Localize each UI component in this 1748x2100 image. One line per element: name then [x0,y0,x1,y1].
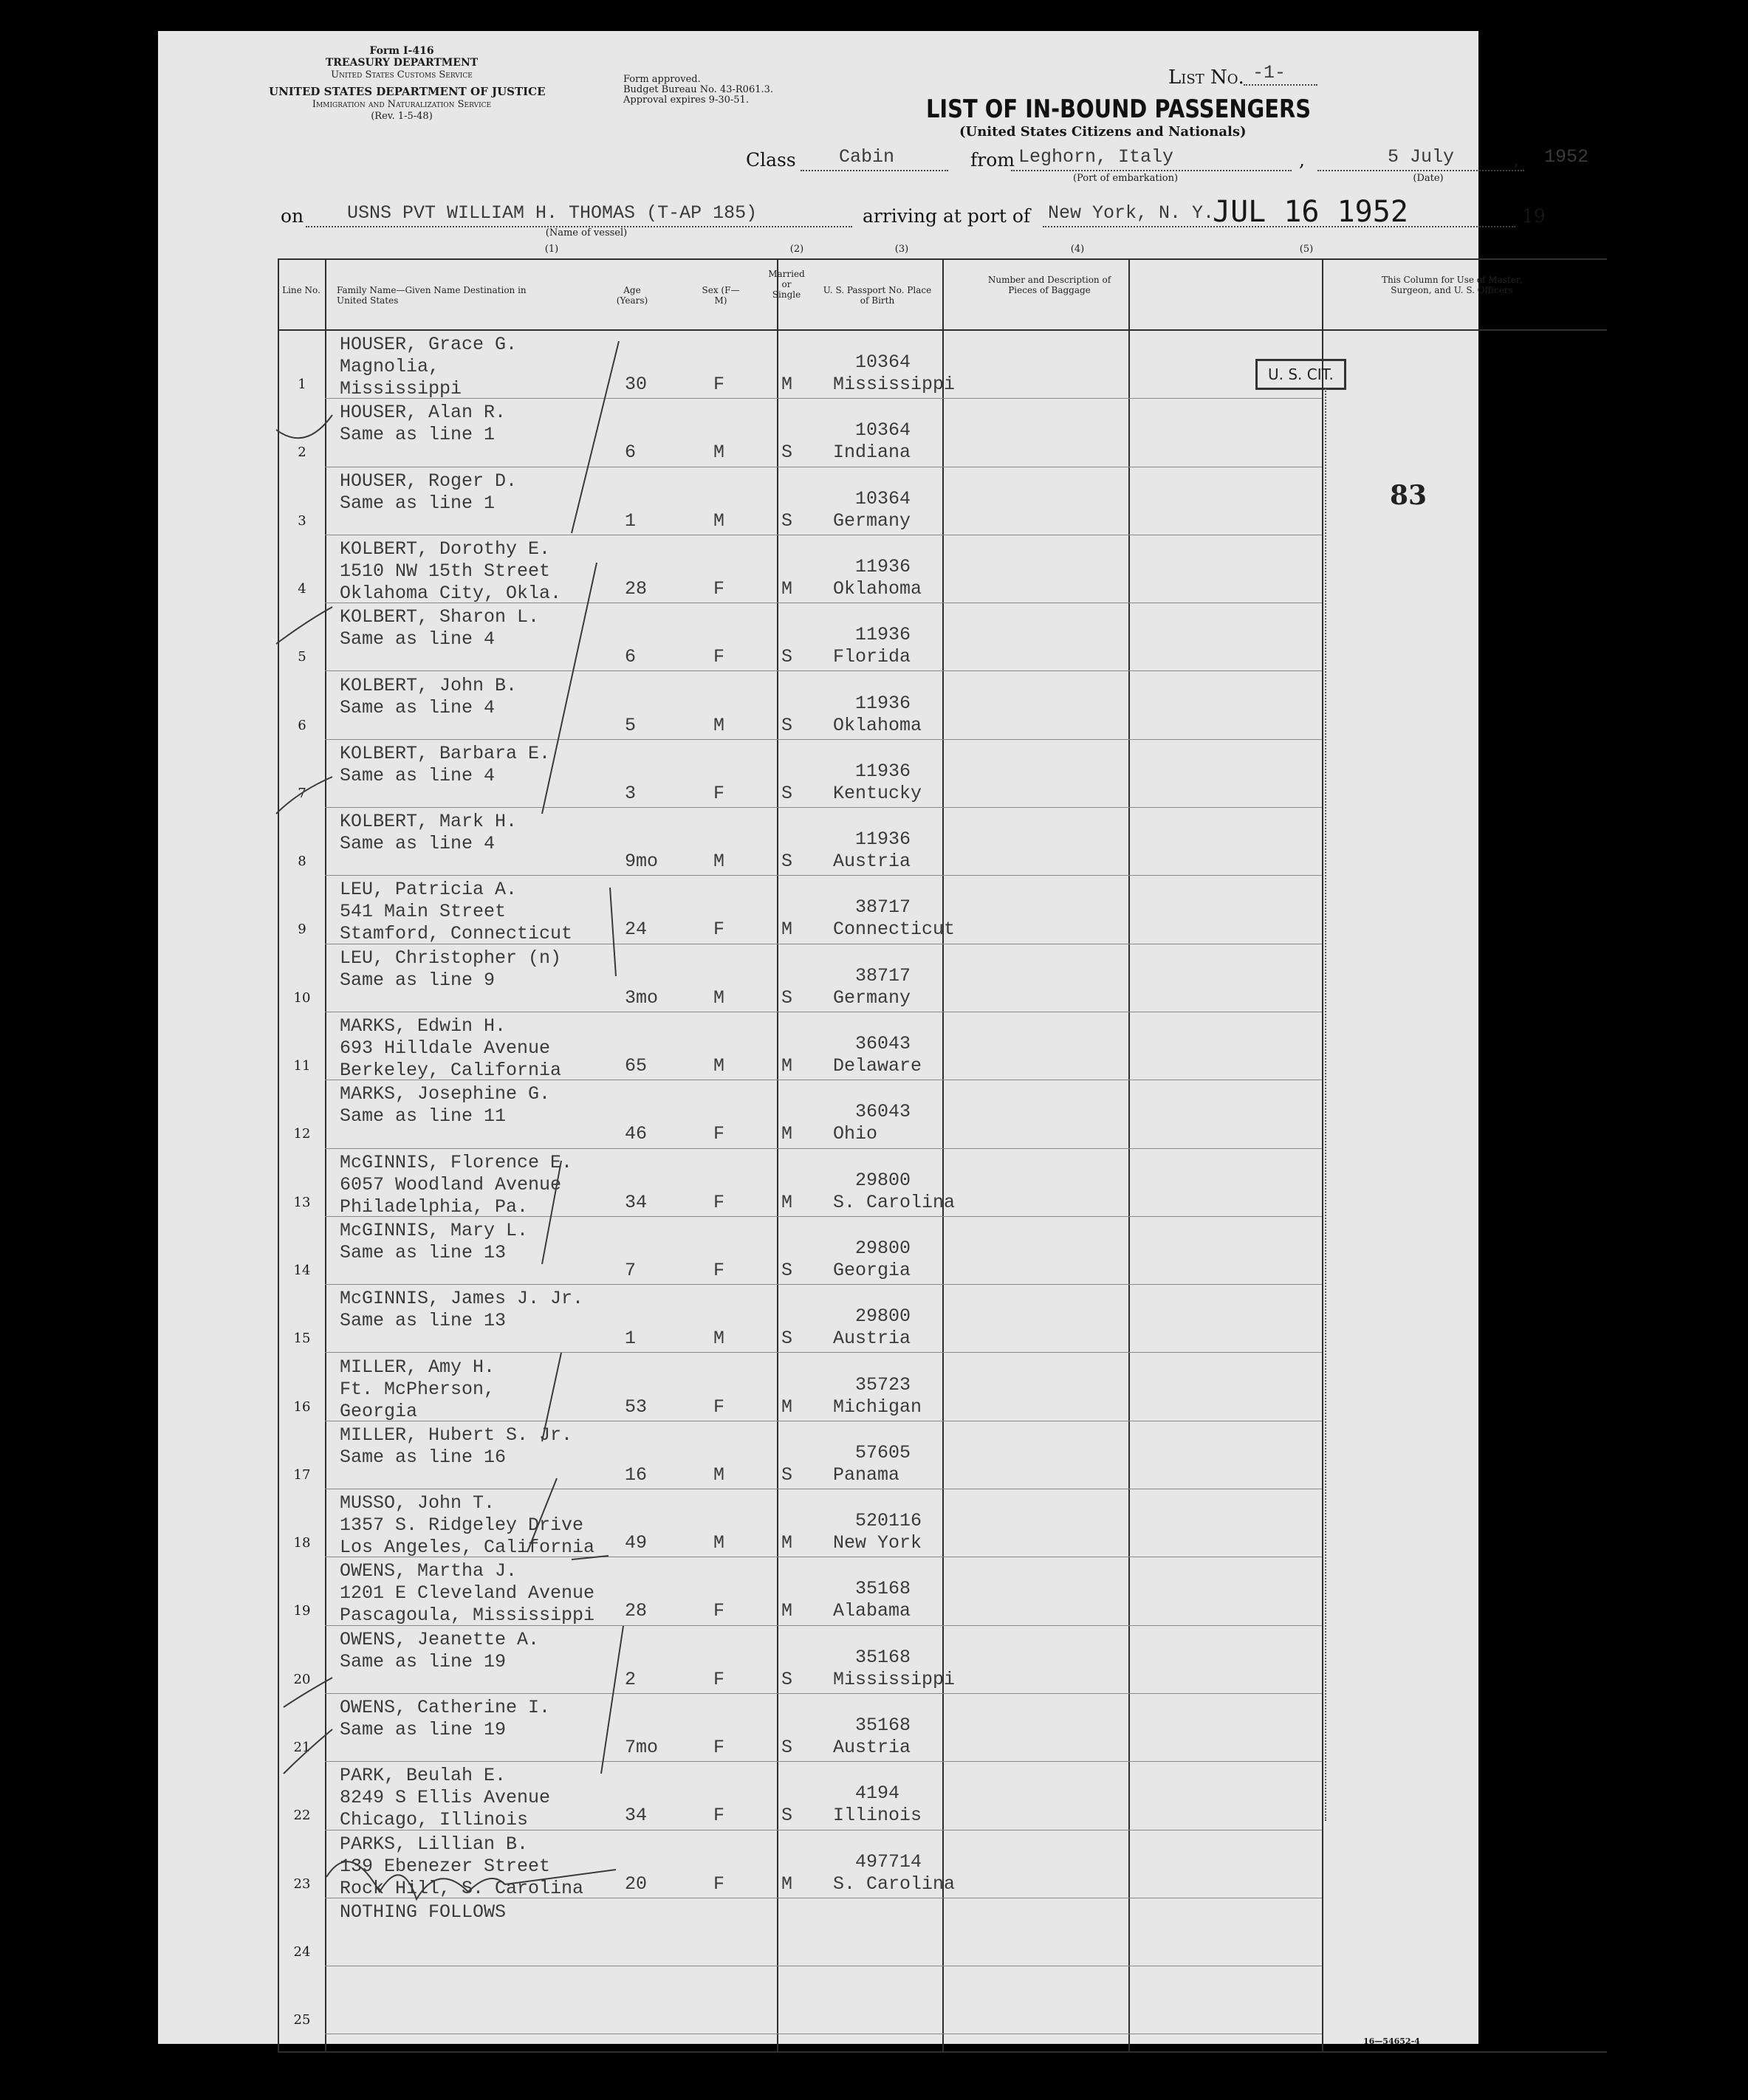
passenger-name: KOLBERT, Barbara E. [340,742,551,764]
marital-status: M [781,1191,793,1213]
marital-status: M [781,1123,793,1145]
place-of-birth: Germany [833,509,911,532]
passenger-sex: F [713,1123,725,1145]
line-number: 22 [293,1808,311,1824]
marital-status: M [781,577,793,600]
passenger-name: MARKS, Josephine G. [340,1083,551,1105]
passenger-age: 1 [625,1328,637,1350]
class-value: Cabin [839,146,895,168]
passenger-age: 49 [625,1532,648,1554]
place-of-birth: Connecticut [833,919,956,941]
col-header-officers: This Column for Use of Master, Surgeon, and U. S. Officers [1381,275,1523,295]
passport-number: 11936 [855,624,911,646]
place-of-birth: Alabama [833,1600,911,1622]
passenger-name: LEU, Christopher (n) [340,947,562,969]
passport-number: 35168 [855,1578,911,1600]
line-number: 20 [293,1671,311,1687]
handwritten-number: 83 [1390,480,1427,511]
vessel-value: USNS PVT WILLIAM H. THOMAS (T-AP 185) [347,202,758,224]
list-no-value: -1- [1252,62,1286,83]
place-of-birth: Florida [833,646,911,668]
marital-status: S [781,646,793,668]
passenger-name: McGINNIS, Mary L. [340,1219,529,1241]
line-number: 8 [298,854,306,870]
destination-line: Stamford, Connecticut [340,923,573,945]
destination-line: Berkeley, California [340,1060,562,1081]
passport-number: 10364 [855,351,911,373]
destination-line: Same as line 4 [340,833,496,855]
destination-line: Georgia [340,1400,418,1422]
passenger-sex: M [713,714,725,736]
passenger-name: HOUSER, Alan R. [340,402,507,424]
passenger-age: 6 [625,646,637,668]
destination-line: Same as line 9 [340,969,496,991]
arriving-label: arriving at port of [863,205,1031,227]
passenger-sex: F [713,374,725,395]
destination-line: Same as line 11 [340,1105,507,1128]
destination-line: Same as line 19 [340,1650,507,1672]
passenger-name: OWENS, Martha J. [340,1560,518,1582]
passenger-age: 3 [625,782,637,804]
marital-status: S [781,509,793,532]
destination-line: 1357 S. Ridgeley Drive [340,1514,584,1537]
passenger-age: 28 [625,577,648,600]
treasury-dept: TREASURY DEPARTMENT [325,57,479,69]
passenger-age: 34 [625,1805,648,1827]
passport-number: 29800 [855,1305,911,1328]
place-of-birth: Illinois [833,1805,922,1827]
passenger-age: 65 [625,1055,648,1077]
passenger-name: PARK, Beulah E. [340,1765,507,1787]
destination-line: 1201 E Cleveland Avenue [340,1582,595,1605]
passport-number: 11936 [855,692,911,714]
passport-number: 4194 [855,1782,900,1805]
passenger-sex: F [713,1396,725,1418]
passenger-name: OWENS, Catherine I. [340,1697,551,1718]
passenger-name: OWENS, Jeanette A. [340,1628,540,1650]
passenger-name: HOUSER, Grace G. [340,334,518,355]
from-value: Leghorn, Italy [1018,146,1174,168]
approval-line-2: Budget Bureau No. 43-R061.3. [623,84,774,95]
line-number: 24 [293,1943,311,1960]
check-marks-overlay [158,31,1478,2044]
marital-status: S [781,1805,793,1827]
destination-line: 693 Hilldale Avenue [340,1037,551,1059]
passport-number: 11936 [855,760,911,782]
destination-line: 541 Main Street [340,901,507,923]
marital-status: S [781,1737,793,1758]
destination-line: Ft. McPherson, [340,1378,496,1400]
col-number-4: (4) [1070,244,1085,255]
passenger-sex: F [713,1668,725,1690]
passport-number: 10364 [855,487,911,509]
marital-status: S [781,1464,793,1486]
destination-line: Same as line 13 [340,1310,507,1332]
passenger-sex: F [713,577,725,600]
place-of-birth: S. Carolina [833,1191,956,1213]
passport-number: 36043 [855,1101,911,1123]
passport-number: 57605 [855,1441,911,1464]
place-of-birth: Indiana [833,442,911,464]
passport-number: 10364 [855,419,911,442]
place-of-birth: Michigan [833,1396,922,1418]
passenger-age: 20 [625,1873,648,1895]
date-value: 5 July [1388,146,1455,168]
col-header-name: Family Name—Given Name Destination in United States [337,285,527,306]
col-header-line-no: Line No. [282,285,321,295]
year-value: 1952 [1544,146,1589,168]
destination-line: Oklahoma City, Okla. [340,582,562,604]
destination-line: Same as line 4 [340,628,496,651]
vessel-label: (Name of vessel) [545,227,628,239]
marital-status: M [781,1532,793,1554]
destination-line: Philadelphia, Pa. [340,1195,529,1218]
line-number: 2 [298,445,306,461]
passenger-name: KOLBERT, John B. [340,674,518,696]
date-label: (Date) [1413,173,1444,184]
place-of-birth: Kentucky [833,782,922,804]
destination-line: Rock Hill, S. Carolina [340,1877,584,1899]
passenger-age: 24 [625,919,648,941]
on-label: on [281,205,304,227]
port-embark-label: (Port of embarkation) [1072,173,1179,184]
passenger-name: MUSSO, John T. [340,1492,496,1514]
print-code: 16—54652-4 [1363,2036,1420,2046]
line-number: 15 [293,1331,311,1347]
col-number-3: (3) [894,244,909,255]
passport-number: 29800 [855,1237,911,1259]
destination-line: Same as line 4 [340,764,496,786]
destination-line: 139 Ebenezer Street [340,1855,551,1877]
manifest-page: Form I-416 TREASURY DEPARTMENT United States Customs Service UNITED STATES DEPARTMENT OF JUSTICE Immigration and Naturalization Service (Rev. 1-5-48) Form approved. Budget Bureau No. 43-R061.3. Approval expires 9-30-51. List No. -1- LIST OF IN-BOUND PASSENGERS (United States Citizens and Nationals) Class Cabin from Leghorn, Italy (Port of embarkation) , 5 July , 1952 (Date) on USNS PVT WILLIAM H. THOMAS (T-AP 185) (Name of vessel) arriving at port of New York, N. Y. JUL 16 1952 19 (1) (2) (3) (4) (5) Line No. Family Name—Given Name Destination in United States Age (Years) Sex (F—M) Married or Single U. S. Passport No. Place of Birth Number and Description of Pieces of Baggage This Column for Use of Master, Surgeon, and U. S. Officers 1 HOUSER, Grace G. Magnolia, Mississippi 30 F M 10364 Mississippi 2 HOUSER, Alan R. Same as line 1 6 M S 10364 Indiana 3 HOUSER, Roger D. Same as line 1 1 M S 10364 Germany 4 KOLBERT, Dorothy E. 1510 NW 15th Street Oklahoma City, Okla. 28 F M 11936 Oklahoma 5 KOLBERT, Sharon L. Same as line 4 6 F S 11936 Florida 6 KOLBERT, John B. Same as line 4 5 M S 11936 Oklahoma 7 KOLBERT, Barbara E. Same as line 4 3 F S 11936 Kentucky 8 KOLBERT, Mark H. Same as line 4 9mo M S 11936 Austria 9 LEU, Patricia A. 541 Main Street Stamford, Connecticut 24 F M 38717 Connecticut 10 LEU, Christopher (n) Same as line 9 3mo M S 38717 Germany 11 MARKS, Edwin H. 693 Hilldale Avenue Berkeley, California 65 M M 36043 Delaware 12 MARKS, Josephine G. Same as line 11 46 F M 36043 Ohio 13 McGINNIS, Florence E. 6057 Woodland Avenue Philadelphia, Pa. 34 F M 29800 S. Carolina 14 McGINNIS, Mary L. Same as line 13 7 F S 29800 Georgia 15 McGINNIS, James J. Jr. Same as line 13 1 M S 29800 Austria 16 MILLER, Amy H. Ft. McPherson, Georgia 53 F M 35723 Michigan 17 MILLER, Hubert S. Jr. Same as line 16 16 M S 57605 Panama 18 MUSSO, John T. 1357 S. Ridgeley Drive Los Angeles, California 49 M M 520116 New York 19 OWENS, Martha J. 1201 E Cleveland Avenue Pascagoula, Mississippi 28 F M 35168 Alabama 20 OWENS, Jeanette A. Same as line 19 2 F S 35168 Mississippi 21 OWENS, Catherine I. Same as line 19 7mo F S 35168 Austria 22 PARK, Beulah E. 8249 S Ellis Avenue Chicago, Illinois 34 F S 4194 Illinois 23 PARKS, Lillian B. 139 Ebenezer Street Rock Hill, S. Carolina 20 F M 497714 S. Carolina 24 NOTHING FOLLOWS 25 U. S. CIT. 83 16—54652-4 [158,31,1478,2044]
destination-line: Same as line 1 [340,492,496,514]
passenger-name: LEU, Patricia A. [340,879,518,901]
line-number: 16 [293,1399,311,1415]
place-of-birth: New York [833,1532,922,1554]
passenger-age: 5 [625,714,637,736]
passenger-age: 9mo [625,851,659,873]
revision: (Rev. 1-5-48) [371,111,433,122]
arrival-date-stamp: JUL 16 1952 [1213,195,1408,229]
marital-status: S [781,442,793,464]
passenger-sex: F [713,919,725,941]
destination-line: Same as line 4 [340,696,496,718]
passenger-age: 3mo [625,986,659,1009]
class-label: Class [746,149,796,171]
passenger-name: MILLER, Amy H. [340,1356,496,1378]
line-number: 6 [298,717,306,733]
passport-number: 38717 [855,964,911,986]
list-title: LIST OF IN-BOUND PASSENGERS [926,95,1312,124]
destination-line: Same as line 19 [340,1719,507,1740]
passport-number: 38717 [855,896,911,919]
passport-number: 520116 [855,1510,922,1532]
destination-line: Chicago, Illinois [340,1809,529,1831]
line-number: 1 [298,377,306,392]
passenger-name: KOLBERT, Mark H. [340,811,518,833]
destination-line: 6057 Woodland Avenue [340,1173,562,1195]
marital-status: M [781,1873,793,1895]
line-number: 7 [298,785,306,801]
passenger-sex: M [713,1055,725,1077]
passenger-sex: M [713,1328,725,1350]
passenger-age: 2 [625,1668,637,1690]
marital-status: S [781,714,793,736]
passenger-sex: F [713,646,725,668]
marital-status: S [781,986,793,1009]
destination-line: Same as line 16 [340,1446,507,1468]
marital-status: M [781,374,793,395]
line-number: 3 [298,512,306,529]
col-header-baggage: Number and Description of Pieces of Baggage [987,275,1111,295]
marital-status: M [781,919,793,941]
list-subtitle: (United States Citizens and Nationals) [959,124,1247,140]
line-number: 12 [293,1126,311,1142]
marital-status: S [781,1668,793,1690]
destination-line: 8249 S Ellis Avenue [340,1787,551,1809]
place-of-birth: Austria [833,851,911,873]
passenger-name: MARKS, Edwin H. [340,1015,507,1037]
line-number: 4 [298,580,306,597]
place-of-birth: Germany [833,986,911,1009]
destination-line: Same as line 1 [340,424,496,446]
marital-status: M [781,1055,793,1077]
passenger-name: NOTHING FOLLOWS [340,1901,507,1923]
passenger-age: 1 [625,509,637,532]
passenger-age: 53 [625,1396,648,1418]
place-of-birth: Oklahoma [833,714,922,736]
arriving-value: New York, N. Y. [1048,202,1215,224]
passenger-name: HOUSER, Roger D. [340,470,518,492]
destination-line: 1510 NW 15th Street [340,560,551,582]
col-header-married: Married or Single [768,269,805,300]
place-of-birth: Mississippi [833,374,956,395]
place-of-birth: Oklahoma [833,577,922,600]
line-number: 17 [293,1466,311,1483]
passenger-sex: F [713,782,725,804]
line-number: 5 [298,649,306,665]
passenger-sex: M [713,851,725,873]
passenger-name: KOLBERT, Sharon L. [340,606,540,628]
place-of-birth: Ohio [833,1123,878,1145]
approval-line-1: Form approved. [623,74,701,85]
marital-status: S [781,1259,793,1281]
col-header-passport: U. S. Passport No. Place of Birth [823,285,932,306]
passenger-age: 6 [625,442,637,464]
destination-line: Magnolia, [340,356,440,377]
passenger-name: McGINNIS, James J. Jr. [340,1288,584,1310]
destination-line: Los Angeles, California [340,1537,595,1559]
line-number: 10 [293,989,311,1006]
customs-service: United States Customs Service [331,69,473,80]
line-number: 23 [293,1876,311,1892]
passenger-age: 16 [625,1464,648,1486]
passenger-name: PARKS, Lillian B. [340,1833,529,1855]
passenger-sex: M [713,1464,725,1486]
destination-line: Same as line 13 [340,1241,507,1263]
line-number: 18 [293,1535,311,1551]
passenger-sex: M [713,509,725,532]
line-number: 9 [298,922,306,938]
approval-line-3: Approval expires 9-30-51. [623,95,749,106]
list-no-label: List No. [1168,66,1244,89]
passenger-age: 30 [625,374,648,395]
place-of-birth: Mississippi [833,1668,956,1690]
passport-number: 497714 [855,1850,922,1873]
destination-line: Mississippi [340,378,462,399]
col-number-1: (1) [544,244,559,255]
place-of-birth: Austria [833,1328,911,1350]
line-number: 25 [293,2012,311,2028]
place-of-birth: Delaware [833,1055,922,1077]
passport-number: 36043 [855,1033,911,1054]
passenger-sex: F [713,1191,725,1213]
passenger-age: 46 [625,1123,648,1145]
passenger-age: 34 [625,1191,648,1213]
place-of-birth: Panama [833,1464,900,1486]
year-suffix: 19 [1522,205,1546,227]
line-number: 13 [293,1194,311,1210]
marital-status: S [781,851,793,873]
passenger-sex: M [713,442,725,464]
col-header-age: Age (Years) [616,285,648,306]
marital-status: M [781,1600,793,1622]
col-number-2: (2) [789,244,804,255]
line-number: 11 [293,1058,311,1074]
from-label: from [970,149,1015,171]
passport-number: 35168 [855,1715,911,1736]
passport-number: 11936 [855,555,911,577]
passenger-sex: F [713,1805,725,1827]
ins-service: Immigration and Naturalization Service [312,99,492,110]
marital-status: S [781,782,793,804]
passenger-sex: F [713,1600,725,1622]
form-id: Form I-416 [369,45,434,57]
passenger-age: 28 [625,1600,648,1622]
marital-status: M [781,1396,793,1418]
line-number: 21 [293,1740,311,1755]
passenger-age: 7mo [625,1737,659,1758]
passport-number: 11936 [855,828,911,851]
place-of-birth: Austria [833,1737,911,1758]
passenger-sex: F [713,1737,725,1758]
destination-line: Pascagoula, Mississippi [340,1605,595,1627]
col-header-sex: Sex (F—M) [702,285,740,306]
place-of-birth: Georgia [833,1259,911,1281]
us-cit-stamp: U. S. CIT. [1255,359,1346,390]
passenger-name: MILLER, Hubert S. Jr. [340,1424,573,1446]
passenger-age: 7 [625,1259,637,1281]
col-number-5: (5) [1299,244,1314,255]
passport-number: 29800 [855,1169,911,1191]
passport-number: 35723 [855,1373,911,1396]
passenger-sex: M [713,986,725,1009]
line-number: 19 [293,1603,311,1619]
passenger-sex: F [713,1873,725,1895]
passenger-name: McGINNIS, Florence E. [340,1151,573,1173]
passenger-name: KOLBERT, Dorothy E. [340,538,551,560]
line-number: 14 [293,1262,311,1278]
passport-number: 35168 [855,1646,911,1668]
place-of-birth: S. Carolina [833,1873,956,1895]
passenger-sex: M [713,1532,725,1554]
justice-dept: UNITED STATES DEPARTMENT OF JUSTICE [269,85,546,98]
passenger-sex: F [713,1259,725,1281]
marital-status: S [781,1328,793,1350]
